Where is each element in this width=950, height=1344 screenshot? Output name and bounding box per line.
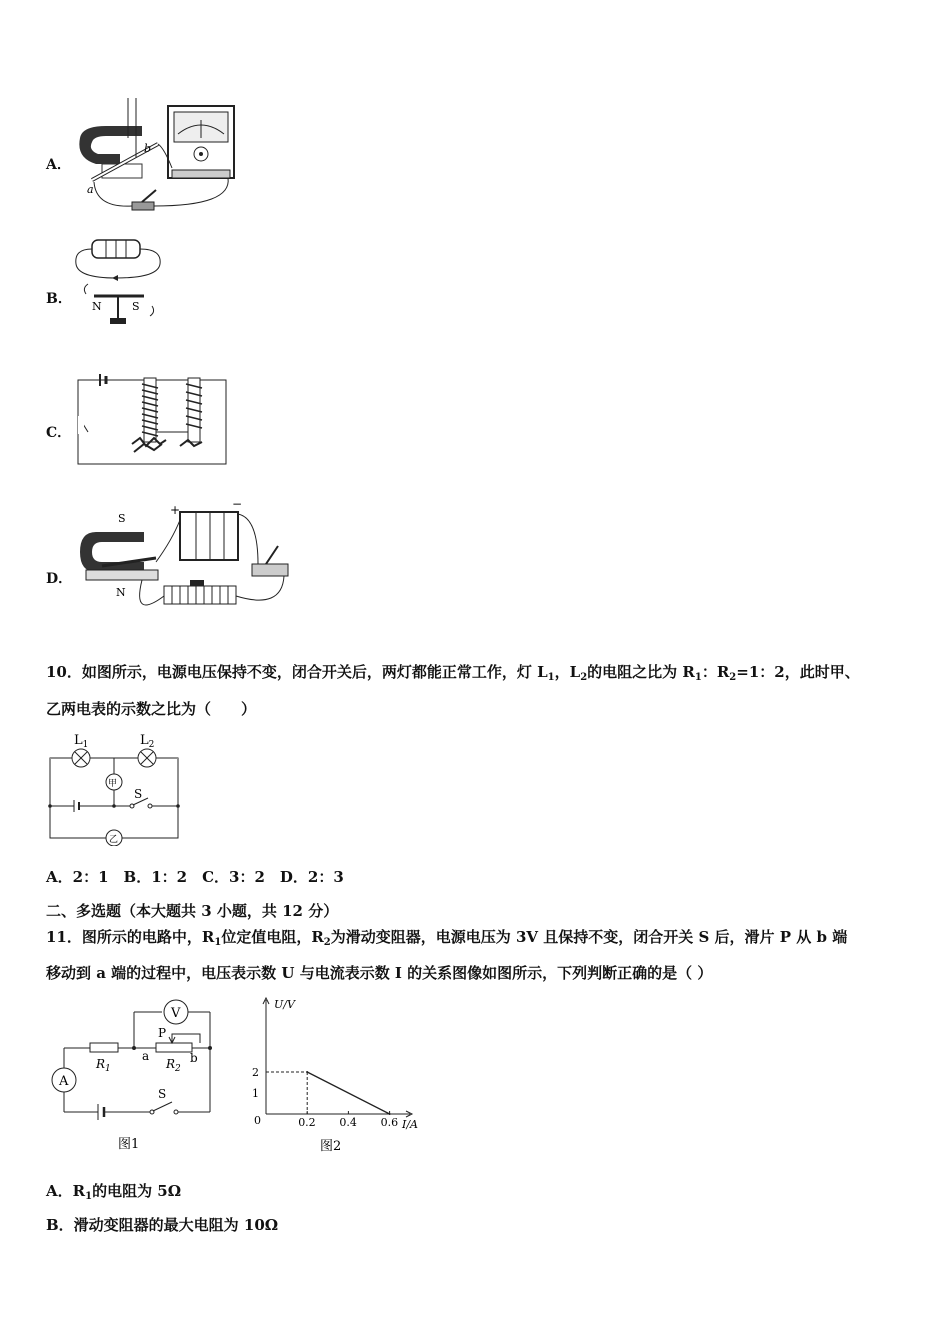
fig-b-label-n: N [92,300,102,313]
q11-fig1-caption: 图1 [118,1137,140,1152]
fig-d-label-s: S [118,512,126,525]
q10-line-1-b: ，L [554,663,581,681]
q11-line-1-b: 位定值电阻，R [221,928,324,946]
q11-fig1-r2: $R_2$ [166,1057,181,1074]
q11-figure-2 [240,992,430,1156]
q11-sub-2: 2 [323,937,331,948]
y-tick-label-0: 1 [252,1087,259,1100]
q11-fig1-b-end: b [190,1051,198,1065]
q11-figure-1 [42,996,222,1156]
option-c-label: C． [46,425,72,441]
x-axis-label: I/A [402,1118,418,1131]
q11-fig1-p: P [158,1026,167,1040]
figure-option-a [72,98,240,216]
data-point-1 [389,1113,391,1115]
y-tick-label-1: 2 [252,1066,259,1079]
q10-line-1-c: 的电阻之比为 R [587,663,695,681]
y-axis-label: U/V [274,998,295,1011]
q11-fig2-caption: 图2 [320,1139,342,1154]
q11-option-a-pre: A．R [46,1182,86,1200]
q11-line-1 [46,928,847,952]
q10-sub-1: 1 [547,672,555,683]
q11-line-1-a: 11．图所示的电路中，R [46,928,215,946]
section-2-heading: 二、多选题（本大题共 3 小题，共 12 分） [46,902,339,920]
figure-option-c [72,366,228,468]
q10-sub-3: 1 [694,672,702,683]
x-tick-label-1: 0.4 [339,1116,357,1129]
data-line [307,1072,389,1114]
q10-line-1-a: 10．如图所示，电源电压保持不变，闭合开关后，两灯都能正常工作，灯 L [46,663,548,681]
fig-b-label-s: S [132,300,140,313]
q10-answer-options: A．2：1 B．1：2 C．3：2 D．2：3 [46,868,344,886]
q10-line-1-d: ：R [701,663,730,681]
q11-line-1-c: 为滑动变阻器，电源电压为 3V 且保持不变，闭合开关 S 后，滑片 P 从 b 端 [330,928,848,946]
fig-d-label-plus: + [170,503,181,517]
option-a-label: A． [46,157,71,173]
q11-fig1-a-end: a [142,1049,150,1063]
q10-circuit-figure [44,728,184,846]
q11-fig1-ammeter: A [59,1074,69,1089]
q10-sub-2: 2 [580,672,588,683]
fig-d-label-minus: − [232,500,243,511]
option-b-label: B． [46,291,72,307]
q11-sub-1: 1 [214,937,222,948]
q10-line-1-e: =1：2，此时甲、 [736,663,860,681]
q10-meter-1: 甲 [108,779,118,789]
q10-line-1 [46,663,860,687]
figure-option-b [72,232,168,334]
q10-meter-2: 乙 [109,835,119,845]
q10-sub-4: 2 [729,672,737,683]
option-d-label: D． [46,571,73,587]
q11-line-2: 移动到 a 端的过程中，电压表示数 U 与电流表示数 I 的关系图像如图所示，下列判断正确的是（ ） [46,964,713,982]
q11-option-a-sub: 1 [85,1191,93,1202]
q11-option-a-post: 的电阻为 5Ω [92,1182,182,1200]
q11-option-b: B．滑动变阻器的最大电阻为 10Ω [46,1216,279,1234]
x-tick-label-2: 0.6 [380,1116,399,1129]
q10-label-l2: $L_2$ [140,733,155,750]
q10-label-l1: $L_1$ [74,733,89,750]
data-point-0 [306,1071,308,1073]
origin-label: 0 [254,1114,261,1127]
q10-label-switch: S [134,787,143,801]
fig-d-label-n: N [116,586,126,599]
q11-fig1-r1: $R_1$ [96,1057,111,1074]
q10-line-2: 乙两电表的示数之比为（ ） [46,700,257,718]
fig-a-label-a: a [87,183,94,196]
x-tick-label-0: 0.2 [298,1116,316,1129]
figure-option-d [72,500,302,624]
fig-a-label-b: b [144,142,152,155]
q11-fig1-voltmeter: V [171,1006,181,1021]
q11-fig1-switch: S [158,1087,167,1101]
q11-option-a [46,1182,181,1206]
